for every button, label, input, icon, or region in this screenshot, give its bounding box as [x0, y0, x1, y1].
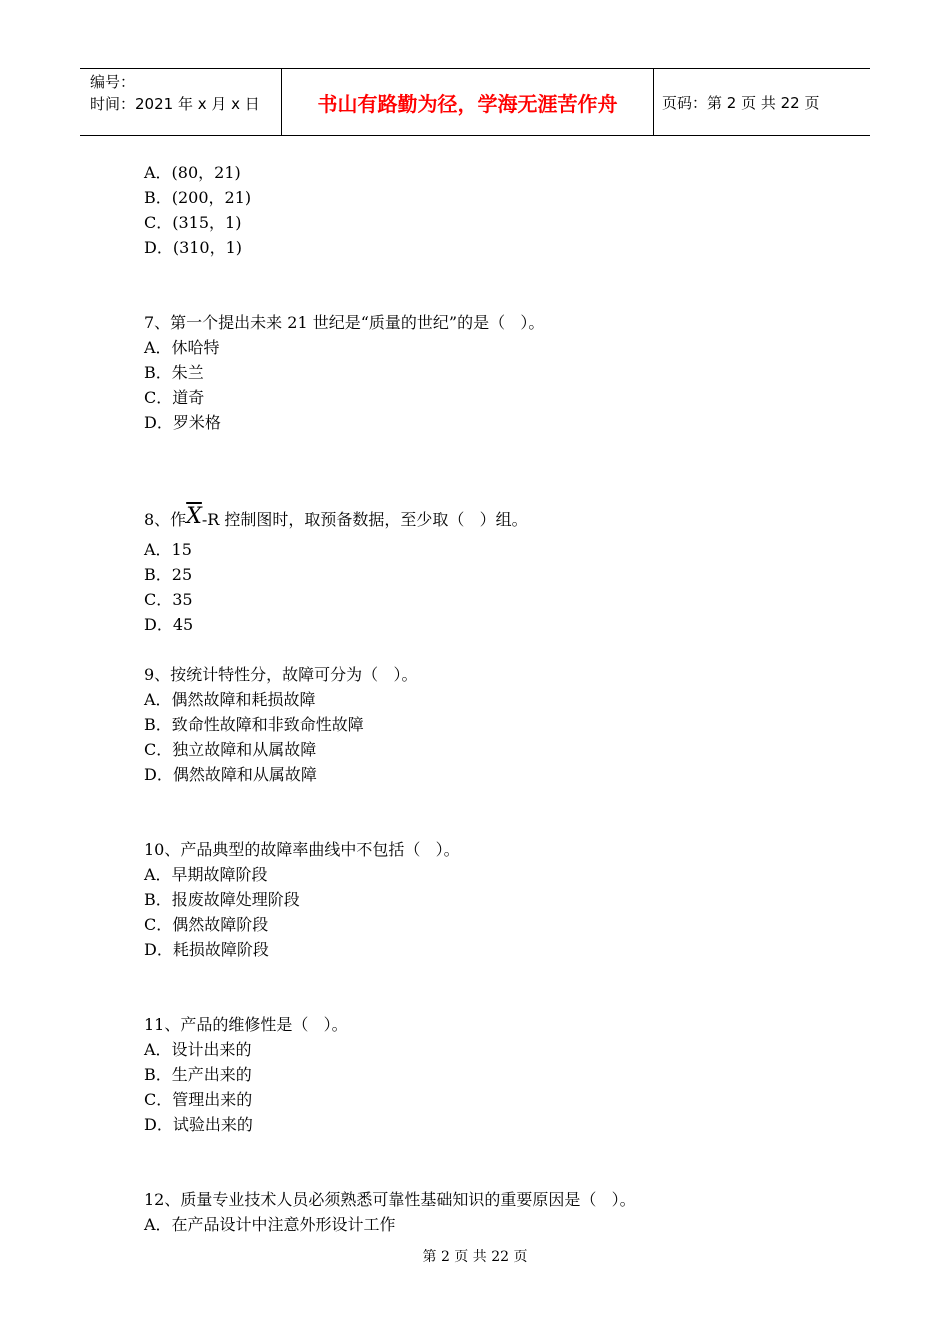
- option-a: A．设计出来的: [144, 1040, 252, 1059]
- option-c: C．35: [144, 590, 193, 609]
- option-c: C．偶然故障阶段: [144, 915, 269, 934]
- question-text: [144, 497, 844, 537]
- option-d: D．试验出来的: [144, 1115, 253, 1134]
- option-d: D．(310，1): [144, 238, 243, 257]
- option-a: A．偶然故障和耗损故障: [144, 690, 316, 709]
- option-d: D．45: [144, 615, 194, 634]
- option-c: C．(315，1): [144, 213, 242, 232]
- question-text: 7、第一个提出未来 21 世纪是“质量的世纪”的是（ ）。: [144, 313, 545, 332]
- option-b: B．生产出来的: [144, 1065, 252, 1084]
- option-c: C．管理出来的: [144, 1090, 253, 1109]
- page-footer: 第 2 页 共 22 页: [422, 1249, 528, 1265]
- option-a: A．(80，21): [144, 163, 241, 182]
- question-text: 10、产品典型的故障率曲线中不包括（ ）。: [144, 840, 460, 859]
- option-c: C．道奇: [144, 388, 205, 407]
- option-d: D．耗损故障阶段: [144, 940, 269, 959]
- question-9: [144, 662, 844, 787]
- option-a: A．早期故障阶段: [144, 865, 268, 884]
- option-c: C．独立故障和从属故障: [144, 740, 317, 759]
- question-10: [144, 837, 844, 962]
- header-number-label: 编号：: [90, 73, 136, 91]
- page-header: [80, 68, 870, 136]
- header-time: 时间：2021 年 x 月 x 日: [90, 95, 260, 113]
- question-list: [144, 160, 844, 1237]
- question-text: 11、产品的维修性是（ ）。: [144, 1015, 348, 1034]
- question-6-options: [144, 160, 844, 260]
- option-b: B．朱兰: [144, 363, 204, 382]
- header-meta: [80, 69, 282, 135]
- option-b: B．致命性故障和非致命性故障: [144, 715, 364, 734]
- option-d: D．偶然故障和从属故障: [144, 765, 317, 784]
- question-12: [144, 1187, 844, 1237]
- option-a: A．休哈特: [144, 338, 220, 357]
- question-8: [144, 497, 844, 637]
- option-d: D．罗米格: [144, 413, 221, 432]
- question-prefix: 8、作: [144, 510, 187, 529]
- question-text: 12、质量专业技术人员必须熟悉可靠性基础知识的重要原因是（ ）。: [144, 1190, 636, 1209]
- question-11: [144, 1012, 844, 1137]
- option-b: B．25: [144, 565, 193, 584]
- header-page-info: 页码：第 2 页 共 22 页: [662, 93, 820, 112]
- option-b: B．(200，21): [144, 188, 252, 207]
- header-motto: 书山有路勤为径，学海无涯苦作舟: [282, 69, 654, 135]
- option-b: B．报废故障处理阶段: [144, 890, 300, 909]
- option-a: A．在产品设计中注意外形设计工作: [144, 1215, 396, 1234]
- question-suffix: -R 控制图时，取预备数据，至少取（ ）组。: [201, 510, 528, 529]
- question-text: 9、按统计特性分，故障可分为（ ）。: [144, 665, 418, 684]
- x-bar-symbol: $\overline{X}$: [186, 504, 202, 529]
- option-a: A．15: [144, 540, 192, 559]
- question-7: [144, 310, 844, 435]
